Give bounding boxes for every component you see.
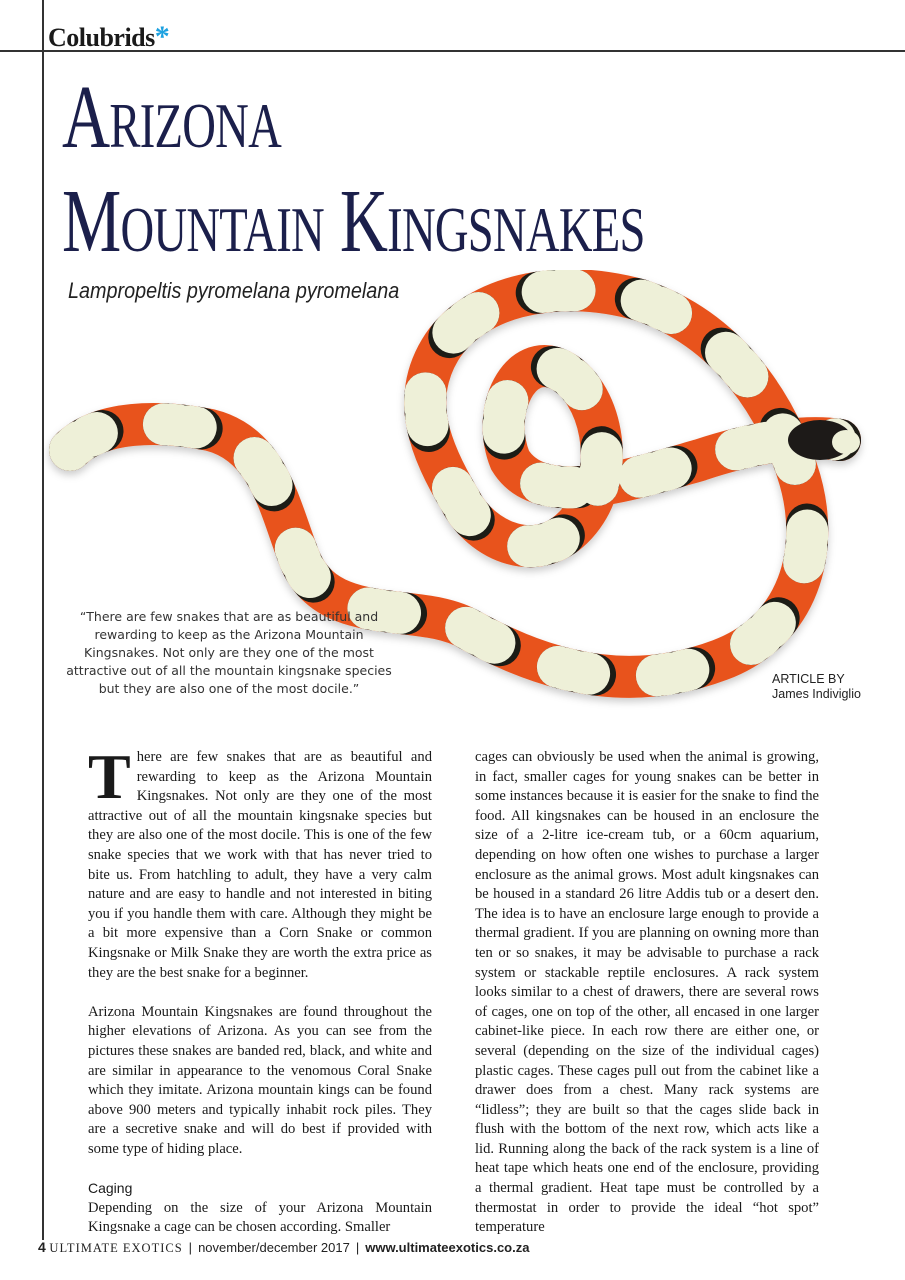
drop-cap: T xyxy=(88,741,131,812)
title-line-2: Mountain Kingsnakes xyxy=(62,172,645,271)
asterisk-icon: * xyxy=(154,20,170,53)
subheading-caging: Caging xyxy=(88,1180,133,1197)
separator: | xyxy=(355,1240,360,1255)
section-name: Colubrids xyxy=(48,23,155,52)
section-label xyxy=(48,20,169,54)
snake-snout xyxy=(832,430,860,454)
page-number: 4 xyxy=(38,1239,46,1255)
byline xyxy=(772,672,861,702)
paragraph: Depending on the size of your Arizona Mountain Kingsnake a cage can be chosen according. Smaller xyxy=(88,1199,432,1236)
title-line-1: Arizona xyxy=(62,68,282,167)
website-link[interactable]: www.ultimateexotics.co.za xyxy=(365,1240,530,1255)
separator: | xyxy=(188,1240,193,1255)
magazine-name: ULTIMATE EXOTICS xyxy=(49,1241,183,1255)
page-footer xyxy=(38,1239,529,1256)
byline-label: ARTICLE BY xyxy=(772,672,845,686)
paragraph: cages can obviously be used when the animal is growing, in fact, smaller cages for young snakes can be better in some instances because it is easier for the snake to find the food. All kingsnakes can be housed in an enclosure the size of a 2-litre ice-cream tub, or a 60cm aquarium, depending on how often one wishes to purchase a larger enclosure as the animal grows. Most adult kingsnakes can be housed in a standard 26 litre Addis tub or a desert den. The idea is to have an enclosure large enough to provide a thermal gradient. If you are planning on owning more than ten or so snakes, it may be advisable to purchase a rack system or stackable reptile enclosures. A rack system looks similar to a chest of drawers, there are several rows of cages, one on top of the other, all encased in one larger cabinet-like piece. In each row there are either one, or several (depending on the size of the individual cages) plastic cages. These cages pull out from the cabinet like a drawer does from a chest. Many rack systems are “lidless”; they are built so that the cages slide back in flush with the bottom of the next row, which acts like a lid. Running along the back of the rack system is a line of heat tape which heats one end of the enclosure, providing a thermal gradient. Heat tape must be controlled by a thermostat in order to provide the ideal “hot spot” temperature xyxy=(475,749,819,1236)
scientific-name: Lampropeltis pyromelana pyromelana xyxy=(68,278,400,303)
paragraph: Arizona Mountain Kingsnakes are found throughout the higher elevations of Arizona. As you can see from the pictures these snakes are banded red, black, and white and are similar in appearance to the venomous Coral Snake which they imitate. Arizona mountain kings can be found above 900 meters and typically inhabit rock piles. They are a secretive snake and will do best if provided with some type of hiding place. xyxy=(88,1003,432,1157)
paragraph-text: here are few snakes that are as beautiful and rewarding to keep as the Arizona Mountain Kingsnakes. Not only are they one of the most attractive out of all the mountain kingsnake species but they are also one of the most docile. This is one of the few snake species that we work with that has never tried to bite us. From hatchling to adult, they have a very calm nature and are easy to handle and not interested in biting you if you handle them with care. Although they might be a bit more expensive than a Corn Snake or common Kingsnake or Milk Snake they are worth the extra price as they are the best snake for a beginner. xyxy=(88,749,432,981)
pull-quote: “There are few snakes that are as beautiful and rewarding to keep as the Arizona Mountain Kingsnakes. Not only are they one of the most attractive out of all the mountain kingsnake species but they are also one of the most docile.” xyxy=(66,609,392,696)
body-column-right xyxy=(475,748,819,1257)
issue-date: november/december 2017 xyxy=(198,1240,350,1255)
paragraph xyxy=(88,741,432,983)
body-column-left xyxy=(88,741,432,1257)
byline-author: James Indiviglio xyxy=(772,687,861,701)
